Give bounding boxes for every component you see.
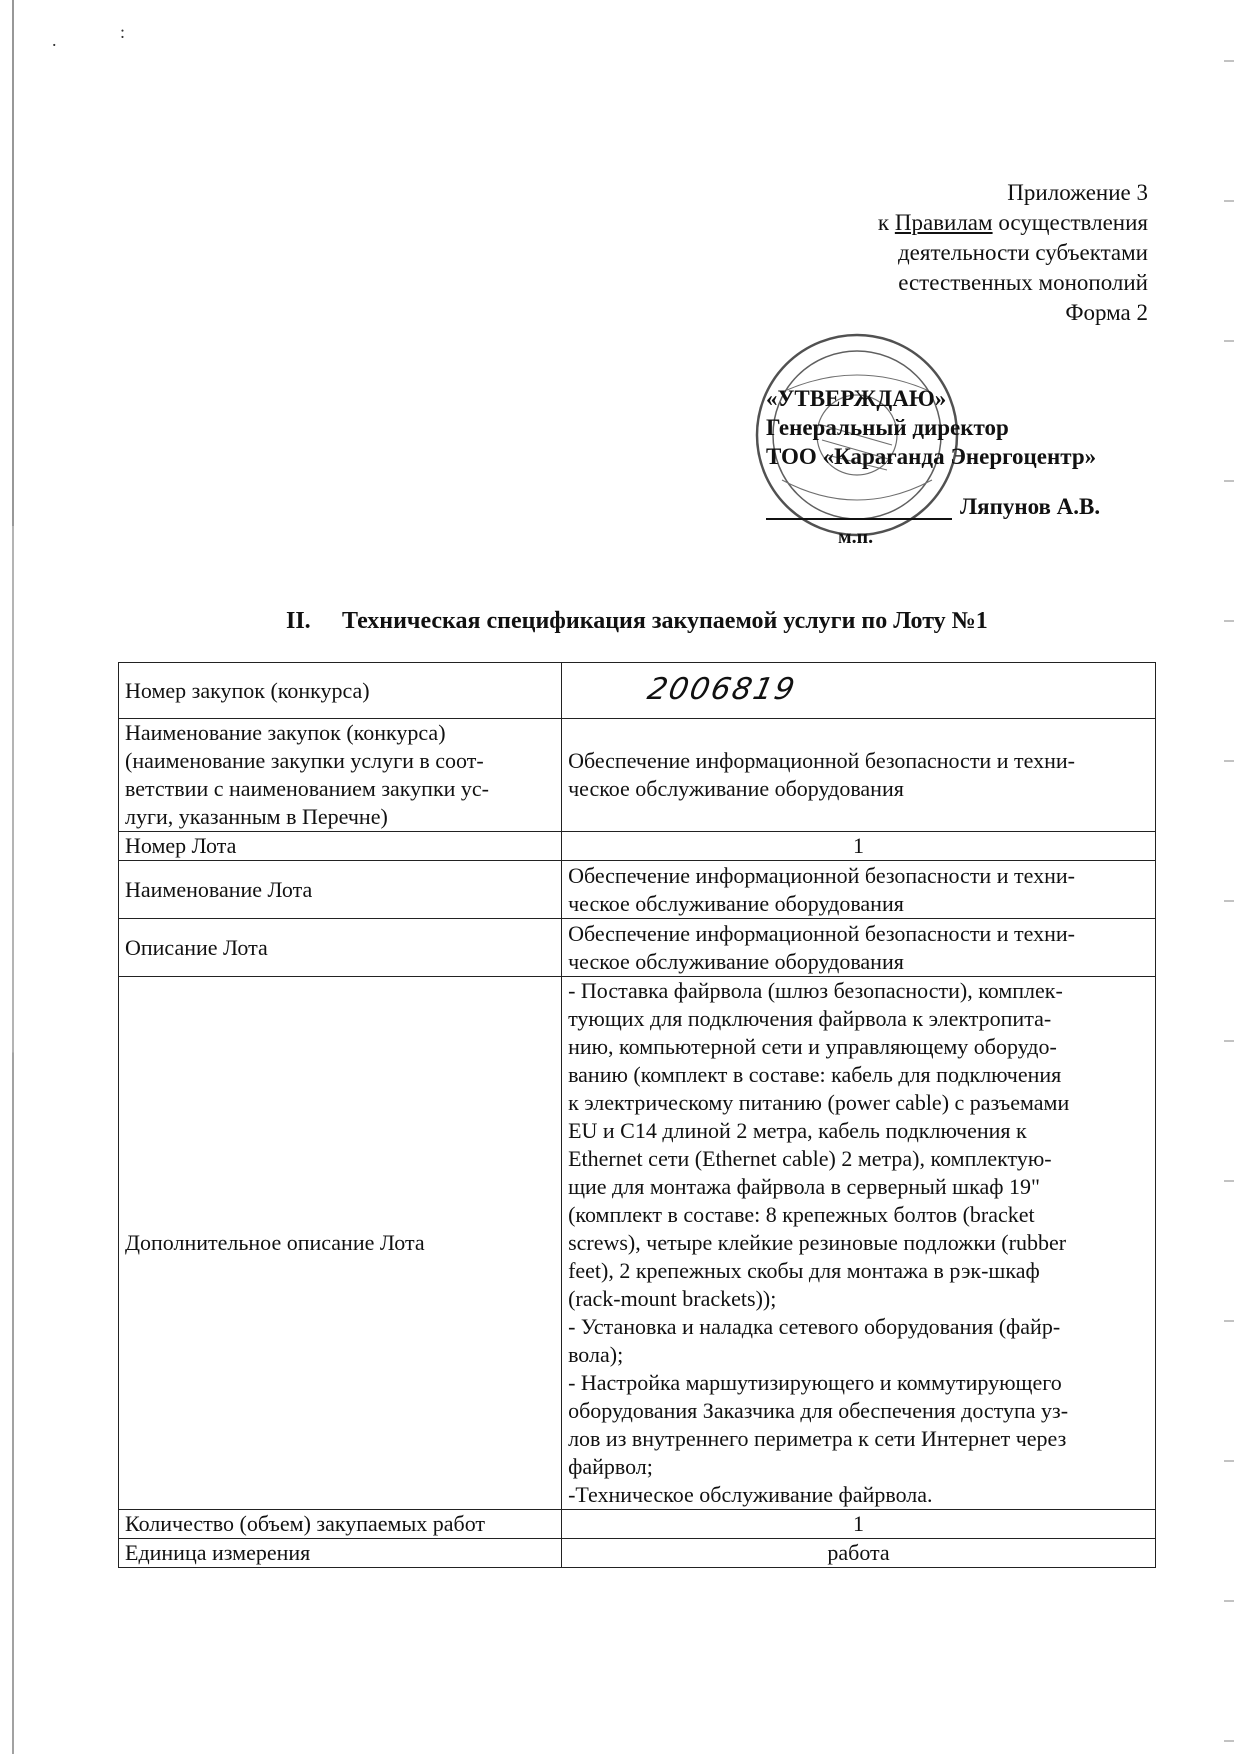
section-title [286, 608, 1006, 635]
table-row [119, 1539, 1156, 1568]
scan-right-edge [1224, 0, 1234, 1754]
row-key: Количество (объем) закупаемых работ [119, 1510, 562, 1539]
row-key: Дополнительное описание Лота [119, 977, 562, 1510]
approval-text [766, 384, 1166, 471]
appendix-line: естественных монополий [898, 270, 1148, 295]
row-value: 1 [562, 1510, 1156, 1539]
row-value: работа [562, 1539, 1156, 1568]
table-row [119, 861, 1156, 919]
row-value: 1 [562, 832, 1156, 861]
row-key: Описание Лота [119, 919, 562, 977]
appendix-line: к Правилам осуществления [877, 210, 1148, 235]
spec-table [118, 662, 1156, 1568]
row-value: Обеспечение информационной безопасности и техни- ческое обслуживание оборудования [562, 719, 1156, 832]
appendix-line: Форма 2 [1065, 300, 1148, 325]
scan-left-edge [12, 0, 14, 1754]
row-key: Номер закупок (конкурса) [119, 663, 562, 719]
approval-position: Генеральный директор [766, 415, 1009, 440]
table-row [119, 919, 1156, 977]
row-value: Обеспечение информационной безопасности и техни- ческое обслуживание оборудования [562, 919, 1156, 977]
table-row [119, 832, 1156, 861]
section-title-text: Техническая спецификация закупаемой услуги по Лоту №1 [342, 608, 988, 634]
signer-name: Ляпунов А.В. [960, 494, 1101, 519]
row-value: - Поставка файрвола (шлюз безопасности), комплек- тующих для подключения файрвола к электропита- нию, компьютерной сети и управляющему оборудо- ванию (комплект в составе: кабель для подключения к электрическому питанию (power cable) с разъемами EU и С14 длиной 2 метра, кабель подключения к Ethernet сети (Ethernet cable) 2 метра), комплектую- щие для монтажа файрвола в серверный шкаф 19" (комплект в составе: 8 крепежных болтов (bracket screws), четыре клейкие резиновые подложки (rubber feet), 2 крепежных скобы для монтажа в рэк-шкаф (rack-mount brackets)); - Установка и наладка сетевого оборудования (файр- вола); - Настройка маршутизирующего и коммутирующего оборудования Заказчика для обеспечения доступа уз- лов из внутреннего периметра к сети Интернет через файрвол; -Техническое обслуживание файрвола. [562, 977, 1156, 1510]
table-row [119, 719, 1156, 832]
signature-line [766, 494, 1166, 520]
row-key: Наименование Лота [119, 861, 562, 919]
table-row [119, 663, 1156, 719]
procurement-number: 2006819 [644, 671, 800, 707]
table-row [119, 977, 1156, 1510]
row-value-handwritten [562, 663, 1156, 719]
scan-speck: . [52, 30, 57, 50]
approval-heading: «УТВЕРЖДАЮ» [766, 386, 947, 411]
row-value: Обеспечение информационной безопасности и техни- ческое обслуживание оборудования [562, 861, 1156, 919]
approval-company: ТОО «Караганда Энергоцентр» [766, 444, 1097, 469]
table-row [119, 1510, 1156, 1539]
row-key: Единица измерения [119, 1539, 562, 1568]
appendix-line: Приложение 3 [1007, 180, 1148, 205]
rules-link-text: Правилам [894, 210, 993, 235]
section-number: II. [286, 608, 311, 634]
row-key: Номер Лота [119, 832, 562, 861]
seal-mark: м.п. [838, 526, 874, 548]
approval-block [752, 330, 1172, 550]
appendix-line: деятельности субъектами [897, 240, 1148, 265]
appendix-header [728, 178, 1148, 328]
signature-rule [766, 498, 952, 520]
scan-speck: : [120, 22, 126, 42]
row-key: Наименование закупок (конкурса) (наименование закупки услуги в соот- ветствии с наименованием закупки ус- луги, указанным в Перечне) [119, 719, 562, 832]
